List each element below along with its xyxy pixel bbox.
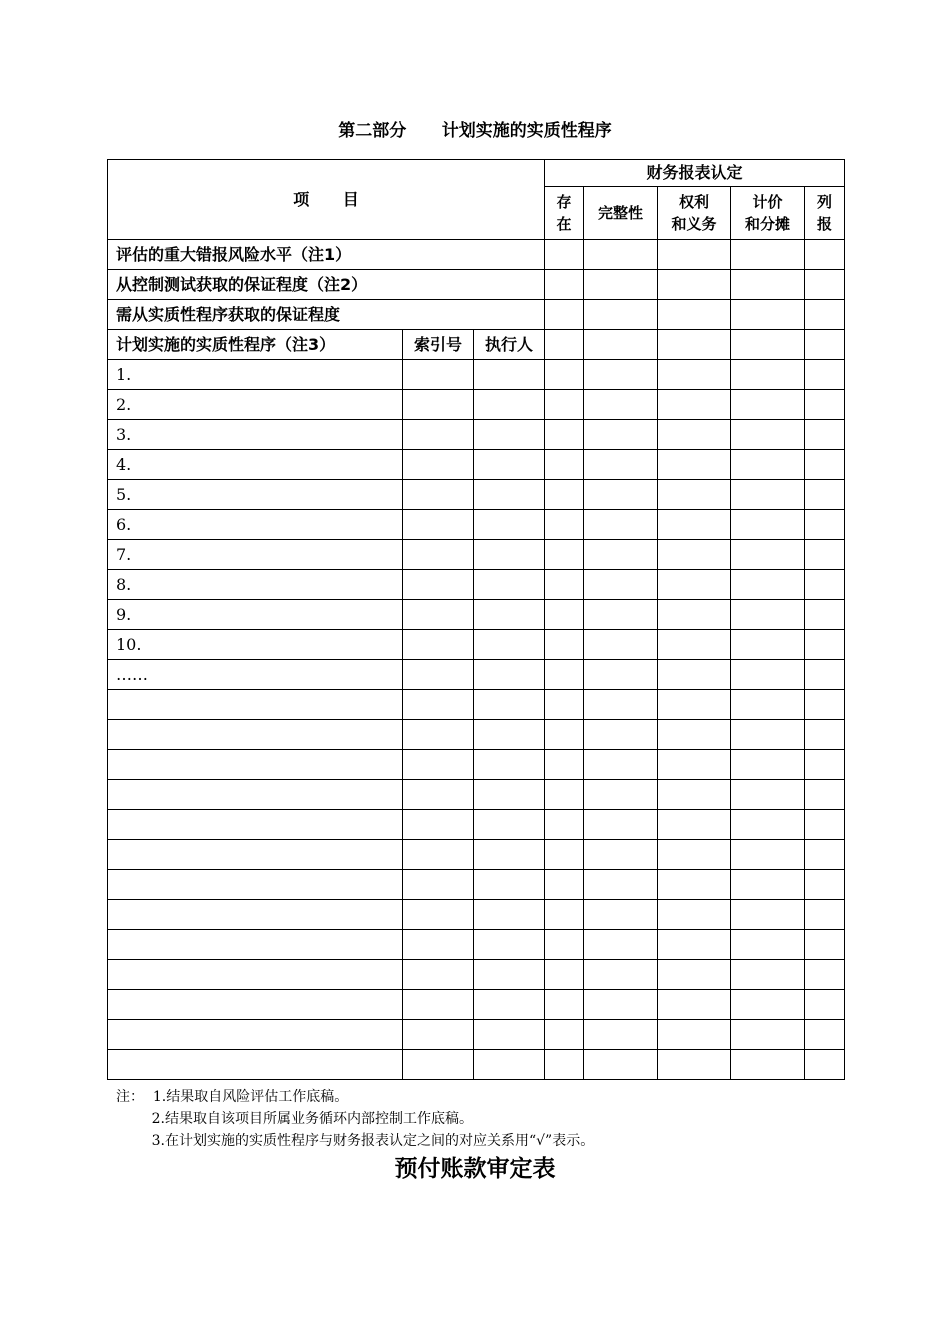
- assertion-cell-rights[interactable]: [658, 360, 731, 390]
- assertion-cell-existence[interactable]: [545, 660, 584, 690]
- index-no-cell[interactable]: [403, 600, 474, 630]
- index-no-cell[interactable]: [403, 930, 474, 960]
- procedure-row: [108, 810, 845, 840]
- assertion-cell-existence[interactable]: [545, 360, 584, 390]
- assertion-cell-completeness[interactable]: [584, 690, 658, 720]
- procedure-row: [108, 780, 845, 810]
- assertion-cell-existence[interactable]: [545, 750, 584, 780]
- procedure-header-row: [108, 330, 845, 360]
- assertion-cell-valuation[interactable]: [731, 330, 805, 360]
- assertion-cell-completeness[interactable]: [584, 360, 658, 390]
- assertion-cell-completeness[interactable]: [584, 630, 658, 660]
- assertion-cell-rights[interactable]: [658, 960, 731, 990]
- procedure-cell: [108, 990, 403, 1020]
- assertion-cell-presentation[interactable]: [805, 720, 845, 750]
- assertion-cell-rights[interactable]: [658, 570, 731, 600]
- assertion-cell-valuation[interactable]: [731, 750, 805, 780]
- assertion-cell-presentation[interactable]: [805, 1050, 845, 1080]
- assertion-cell-completeness[interactable]: [584, 720, 658, 750]
- assertion-cell-rights[interactable]: [658, 1050, 731, 1080]
- assertion-cell-rights[interactable]: [658, 900, 731, 930]
- assertion-cell-presentation[interactable]: [805, 510, 845, 540]
- assertion-cell-valuation[interactable]: [731, 450, 805, 480]
- assertion-cell-existence[interactable]: [545, 330, 584, 360]
- index-no-cell[interactable]: [403, 1020, 474, 1050]
- procedure-row: [108, 510, 845, 540]
- index-no-cell[interactable]: [403, 900, 474, 930]
- col-valuation-allocation: 计价 和分摊: [731, 187, 805, 240]
- substantive-procedures-table: [107, 159, 845, 1080]
- executor-cell[interactable]: [474, 570, 545, 600]
- risk-label: 评估的重大错报风险水平（注1）: [108, 240, 545, 270]
- assertion-cell-valuation[interactable]: [731, 570, 805, 600]
- procedure-cell: [108, 780, 403, 810]
- assertion-cell-presentation[interactable]: [805, 600, 845, 630]
- procedure-cell: [108, 720, 403, 750]
- index-no-cell[interactable]: [403, 540, 474, 570]
- procedure-row: [108, 390, 845, 420]
- assertion-cell-completeness[interactable]: [584, 870, 658, 900]
- index-no-cell[interactable]: [403, 750, 474, 780]
- assertion-cell-completeness[interactable]: [584, 420, 658, 450]
- assertion-cell-valuation[interactable]: [731, 960, 805, 990]
- assertion-cell-rights[interactable]: [658, 240, 731, 270]
- assertion-cell-existence[interactable]: [545, 960, 584, 990]
- procedure-row: [108, 360, 845, 390]
- notes: [116, 1086, 594, 1152]
- assertion-cell-valuation[interactable]: [731, 930, 805, 960]
- procedure-row: [108, 660, 845, 690]
- assertion-cell-presentation[interactable]: [805, 630, 845, 660]
- assertion-cell-existence[interactable]: [545, 450, 584, 480]
- assertion-cell-valuation[interactable]: [731, 600, 805, 630]
- assertion-cell-rights[interactable]: [658, 660, 731, 690]
- assertion-cell-presentation[interactable]: [805, 360, 845, 390]
- assertion-cell-rights[interactable]: [658, 600, 731, 630]
- procedure-cell: 7.: [108, 540, 403, 570]
- assertion-cell-existence[interactable]: [545, 570, 584, 600]
- executor-cell[interactable]: [474, 510, 545, 540]
- executor-cell[interactable]: [474, 1050, 545, 1080]
- assertion-cell-completeness[interactable]: [584, 810, 658, 840]
- assertion-cell-valuation[interactable]: [731, 870, 805, 900]
- assertion-cell-presentation[interactable]: [805, 660, 845, 690]
- assertion-cell-rights[interactable]: [658, 780, 731, 810]
- assertion-cell-existence[interactable]: [545, 240, 584, 270]
- assertion-cell-valuation[interactable]: [731, 780, 805, 810]
- procedure-row: [108, 480, 845, 510]
- assertion-cell-rights[interactable]: [658, 810, 731, 840]
- index-no-cell[interactable]: [403, 420, 474, 450]
- assertion-cell-completeness[interactable]: [584, 270, 658, 300]
- assertion-cell-rights[interactable]: [658, 480, 731, 510]
- assertion-cell-completeness[interactable]: [584, 240, 658, 270]
- executor-cell[interactable]: [474, 600, 545, 630]
- procedure-row: [108, 900, 845, 930]
- procedure-cell: 8.: [108, 570, 403, 600]
- assertion-cell-completeness[interactable]: [584, 450, 658, 480]
- assertion-cell-valuation[interactable]: [731, 630, 805, 660]
- assertion-cell-valuation[interactable]: [731, 510, 805, 540]
- procedure-row: [108, 690, 845, 720]
- assertion-cell-presentation[interactable]: [805, 840, 845, 870]
- assertion-cell-rights[interactable]: [658, 690, 731, 720]
- assertion-cell-existence[interactable]: [545, 840, 584, 870]
- procedure-row: [108, 540, 845, 570]
- assertion-cell-rights[interactable]: [658, 420, 731, 450]
- assertion-cell-presentation[interactable]: [805, 750, 845, 780]
- executor-cell[interactable]: [474, 930, 545, 960]
- assertion-cell-existence[interactable]: [545, 540, 584, 570]
- procedure-row: [108, 1020, 845, 1050]
- assertion-cell-rights[interactable]: [658, 720, 731, 750]
- note-2: 2.结果取自该项目所属业务循环内部控制工作底稿。: [116, 1111, 473, 1127]
- procedure-row: [108, 420, 845, 450]
- procedure-row: [108, 450, 845, 480]
- procedure-cell: [108, 810, 403, 840]
- assertion-cell-existence[interactable]: [545, 990, 584, 1020]
- procedure-row: [108, 570, 845, 600]
- col-completeness: 完整性: [584, 187, 658, 240]
- assertion-cell-rights[interactable]: [658, 870, 731, 900]
- col-existence: 存 在: [545, 187, 584, 240]
- executor-cell[interactable]: [474, 720, 545, 750]
- assertion-cell-rights[interactable]: [658, 540, 731, 570]
- risk-row: [108, 300, 845, 330]
- assertion-cell-completeness[interactable]: [584, 600, 658, 630]
- item-header: 项 目: [108, 160, 545, 240]
- assertion-cell-valuation[interactable]: [731, 360, 805, 390]
- assertion-cell-existence[interactable]: [545, 720, 584, 750]
- executor-cell[interactable]: [474, 480, 545, 510]
- index-no-cell[interactable]: [403, 720, 474, 750]
- procedure-row: [108, 630, 845, 660]
- assertion-cell-existence[interactable]: [545, 420, 584, 450]
- procedure-cell: [108, 930, 403, 960]
- index-no-cell[interactable]: [403, 810, 474, 840]
- assertion-cell-valuation[interactable]: [731, 720, 805, 750]
- index-no-cell[interactable]: [403, 840, 474, 870]
- assertion-cell-rights[interactable]: [658, 630, 731, 660]
- assertion-cell-completeness[interactable]: [584, 300, 658, 330]
- procedure-cell: 10.: [108, 630, 403, 660]
- assertion-cell-presentation[interactable]: [805, 960, 845, 990]
- procedure-cell: [108, 1050, 403, 1080]
- assertion-cell-rights[interactable]: [658, 450, 731, 480]
- procedure-cell: 6.: [108, 510, 403, 540]
- assertion-cell-presentation[interactable]: [805, 390, 845, 420]
- assertion-cell-existence[interactable]: [545, 270, 584, 300]
- index-no-cell[interactable]: [403, 450, 474, 480]
- procedure-row: [108, 1050, 845, 1080]
- assertion-cell-valuation[interactable]: [731, 480, 805, 510]
- assertion-cell-existence[interactable]: [545, 300, 584, 330]
- assertion-cell-completeness[interactable]: [584, 990, 658, 1020]
- assertion-cell-existence[interactable]: [545, 1020, 584, 1050]
- executor-cell[interactable]: [474, 900, 545, 930]
- assertion-cell-existence[interactable]: [545, 870, 584, 900]
- assertion-cell-valuation[interactable]: [731, 420, 805, 450]
- assertion-cell-existence[interactable]: [545, 630, 584, 660]
- procedure-cell: [108, 840, 403, 870]
- section-title: 第二部分 计划实施的实质性程序: [338, 121, 612, 141]
- procedure-cell: [108, 690, 403, 720]
- assertion-cell-presentation[interactable]: [805, 540, 845, 570]
- assertion-cell-completeness[interactable]: [584, 900, 658, 930]
- index-no-cell[interactable]: [403, 570, 474, 600]
- assertion-cell-rights[interactable]: [658, 990, 731, 1020]
- assertion-cell-existence[interactable]: [545, 900, 584, 930]
- executor-cell[interactable]: [474, 840, 545, 870]
- executor-cell[interactable]: [474, 990, 545, 1020]
- assertion-cell-completeness[interactable]: [584, 1020, 658, 1050]
- assertion-cell-completeness[interactable]: [584, 510, 658, 540]
- procedure-cell: ……: [108, 660, 403, 690]
- assertion-cell-completeness[interactable]: [584, 330, 658, 360]
- procedure-cell: [108, 870, 403, 900]
- assertion-cell-valuation[interactable]: [731, 270, 805, 300]
- risk-row: [108, 240, 845, 270]
- assertion-cell-completeness[interactable]: [584, 480, 658, 510]
- procedure-row: [108, 960, 845, 990]
- assertion-cell-presentation[interactable]: [805, 420, 845, 450]
- assertion-cell-completeness[interactable]: [584, 840, 658, 870]
- risk-label: 从控制测试获取的保证程度（注2）: [108, 270, 545, 300]
- assertion-cell-rights[interactable]: [658, 300, 731, 330]
- index-no-header: 索引号: [403, 330, 474, 360]
- index-no-cell[interactable]: [403, 510, 474, 540]
- executor-cell[interactable]: [474, 690, 545, 720]
- assertion-cell-valuation[interactable]: [731, 1050, 805, 1080]
- index-no-cell[interactable]: [403, 690, 474, 720]
- index-no-cell[interactable]: [403, 870, 474, 900]
- risk-row: [108, 270, 845, 300]
- index-no-cell[interactable]: [403, 360, 474, 390]
- executor-cell[interactable]: [474, 960, 545, 990]
- procedure-cell: 4.: [108, 450, 403, 480]
- procedure-cell: 1.: [108, 360, 403, 390]
- index-no-cell[interactable]: [403, 480, 474, 510]
- assertion-cell-rights[interactable]: [658, 390, 731, 420]
- assertion-cell-presentation[interactable]: [805, 480, 845, 510]
- procedure-cell: [108, 1020, 403, 1050]
- assertion-cell-existence[interactable]: [545, 480, 584, 510]
- executor-cell[interactable]: [474, 660, 545, 690]
- assertion-cell-presentation[interactable]: [805, 1020, 845, 1050]
- assertion-cell-valuation[interactable]: [731, 810, 805, 840]
- assertion-cell-completeness[interactable]: [584, 540, 658, 570]
- index-no-cell[interactable]: [403, 1050, 474, 1080]
- assertion-cell-existence[interactable]: [545, 930, 584, 960]
- executor-cell[interactable]: [474, 420, 545, 450]
- procedure-cell: [108, 900, 403, 930]
- index-no-cell[interactable]: [403, 960, 474, 990]
- assertion-cell-completeness[interactable]: [584, 570, 658, 600]
- index-no-cell[interactable]: [403, 630, 474, 660]
- assertion-cell-valuation[interactable]: [731, 1020, 805, 1050]
- assertion-cell-valuation[interactable]: [731, 240, 805, 270]
- assertions-header: 财务报表认定: [545, 160, 845, 187]
- assertion-cell-rights[interactable]: [658, 840, 731, 870]
- assertion-cell-completeness[interactable]: [584, 390, 658, 420]
- executor-cell[interactable]: [474, 810, 545, 840]
- assertion-cell-presentation[interactable]: [805, 300, 845, 330]
- executor-cell[interactable]: [474, 450, 545, 480]
- index-no-cell[interactable]: [403, 390, 474, 420]
- assertion-cell-presentation[interactable]: [805, 990, 845, 1020]
- assertion-cell-rights[interactable]: [658, 510, 731, 540]
- executor-cell[interactable]: [474, 390, 545, 420]
- assertion-cell-existence[interactable]: [545, 810, 584, 840]
- col-rights-obligations: 权利 和义务: [658, 187, 731, 240]
- procedure-cell: 2.: [108, 390, 403, 420]
- assertion-cell-presentation[interactable]: [805, 450, 845, 480]
- procedure-cell: 3.: [108, 420, 403, 450]
- assertion-cell-valuation[interactable]: [731, 690, 805, 720]
- executor-cell[interactable]: [474, 750, 545, 780]
- executor-cell[interactable]: [474, 1020, 545, 1050]
- assertion-cell-existence[interactable]: [545, 600, 584, 630]
- assertion-cell-presentation[interactable]: [805, 690, 845, 720]
- document-title: 预付账款审定表: [394, 1156, 556, 1182]
- risk-label: 需从实质性程序获取的保证程度: [108, 300, 545, 330]
- assertion-cell-presentation[interactable]: [805, 930, 845, 960]
- index-no-cell[interactable]: [403, 990, 474, 1020]
- executor-cell[interactable]: [474, 630, 545, 660]
- assertion-cell-presentation[interactable]: [805, 270, 845, 300]
- assertion-cell-presentation[interactable]: [805, 330, 845, 360]
- note-3: 3.在计划实施的实质性程序与财务报表认定之间的对应关系用“√”表示。: [116, 1133, 595, 1149]
- assertion-cell-presentation[interactable]: [805, 570, 845, 600]
- assertion-cell-existence[interactable]: [545, 690, 584, 720]
- assertion-cell-existence[interactable]: [545, 1050, 584, 1080]
- procedure-row: [108, 750, 845, 780]
- procedure-row: [108, 840, 845, 870]
- index-no-cell[interactable]: [403, 660, 474, 690]
- procedure-header-label: 计划实施的实质性程序（注3）: [108, 330, 403, 360]
- index-no-cell[interactable]: [403, 780, 474, 810]
- procedure-cell: 9.: [108, 600, 403, 630]
- assertion-cell-presentation[interactable]: [805, 900, 845, 930]
- procedure-cell: [108, 750, 403, 780]
- procedure-row: [108, 870, 845, 900]
- executor-cell[interactable]: [474, 360, 545, 390]
- assertion-cell-rights[interactable]: [658, 1020, 731, 1050]
- assertion-cell-valuation[interactable]: [731, 390, 805, 420]
- assertion-cell-completeness[interactable]: [584, 660, 658, 690]
- assertion-cell-existence[interactable]: [545, 390, 584, 420]
- col-presentation: 列 报: [805, 187, 845, 240]
- assertion-cell-rights[interactable]: [658, 270, 731, 300]
- assertion-cell-valuation[interactable]: [731, 660, 805, 690]
- assertion-cell-presentation[interactable]: [805, 780, 845, 810]
- assertion-cell-completeness[interactable]: [584, 750, 658, 780]
- procedure-row: [108, 930, 845, 960]
- executor-cell[interactable]: [474, 540, 545, 570]
- assertion-cell-valuation[interactable]: [731, 300, 805, 330]
- assertion-cell-existence[interactable]: [545, 780, 584, 810]
- assertion-cell-existence[interactable]: [545, 510, 584, 540]
- procedure-row: [108, 990, 845, 1020]
- assertion-cell-presentation[interactable]: [805, 810, 845, 840]
- executor-cell[interactable]: [474, 870, 545, 900]
- assertion-cell-completeness[interactable]: [584, 1050, 658, 1080]
- assertion-cell-rights[interactable]: [658, 930, 731, 960]
- assertion-cell-presentation[interactable]: [805, 240, 845, 270]
- assertion-cell-valuation[interactable]: [731, 900, 805, 930]
- procedure-cell: [108, 960, 403, 990]
- assertion-cell-presentation[interactable]: [805, 870, 845, 900]
- assertion-cell-completeness[interactable]: [584, 930, 658, 960]
- procedure-row: [108, 720, 845, 750]
- procedure-cell: 5.: [108, 480, 403, 510]
- executor-header: 执行人: [474, 330, 545, 360]
- assertion-cell-rights[interactable]: [658, 750, 731, 780]
- note-1: 注： 1.结果取自风险评估工作底稿。: [116, 1089, 349, 1105]
- assertion-cell-completeness[interactable]: [584, 780, 658, 810]
- assertion-cell-valuation[interactable]: [731, 840, 805, 870]
- assertion-cell-valuation[interactable]: [731, 990, 805, 1020]
- assertion-cell-rights[interactable]: [658, 330, 731, 360]
- assertion-cell-completeness[interactable]: [584, 960, 658, 990]
- procedure-row: [108, 600, 845, 630]
- executor-cell[interactable]: [474, 780, 545, 810]
- assertion-cell-valuation[interactable]: [731, 540, 805, 570]
